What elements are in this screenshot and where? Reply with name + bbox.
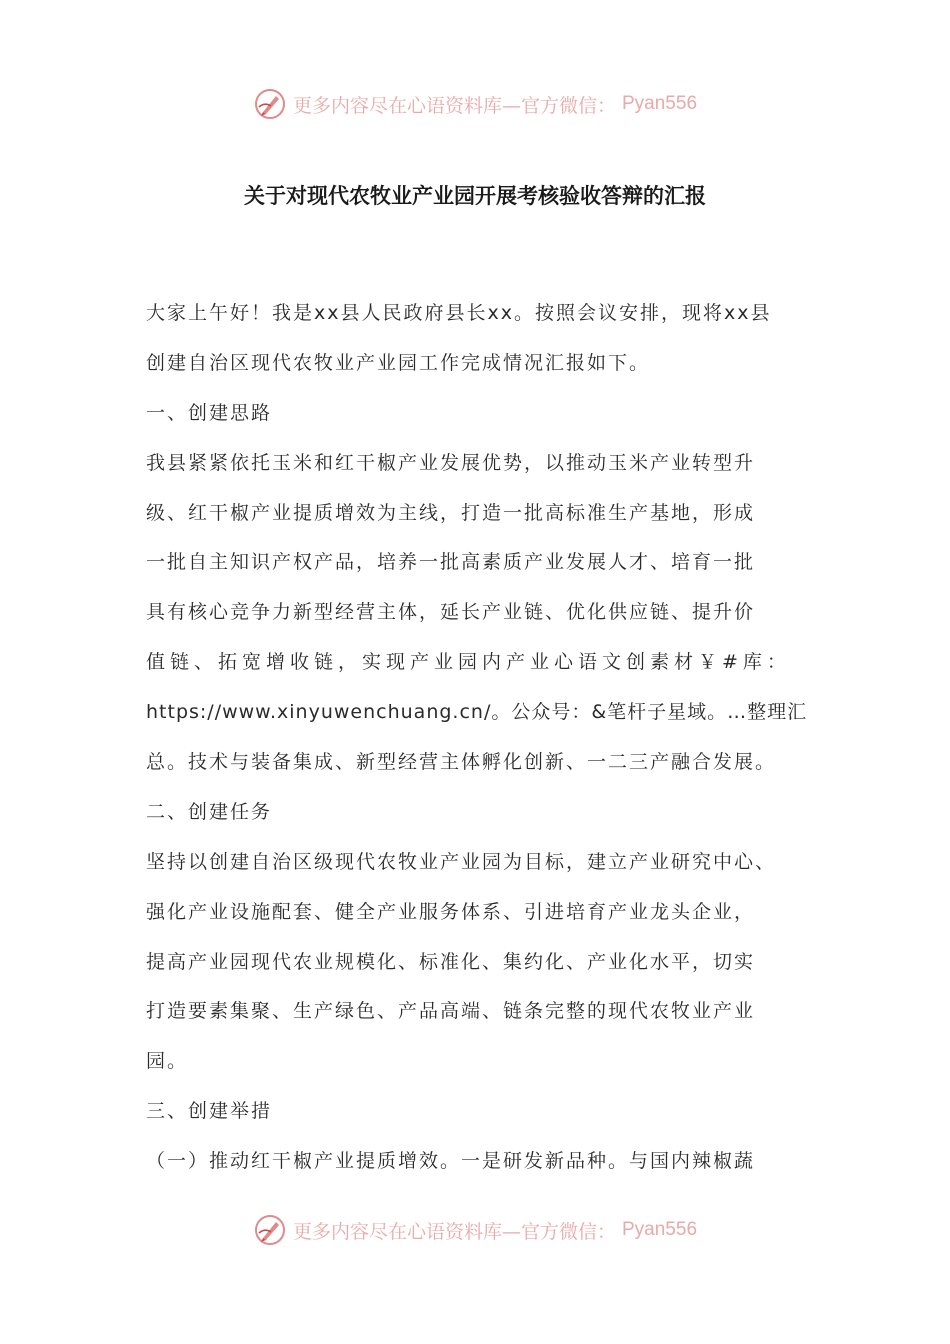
body-line: （一）推动红干椒产业提质增效。一是研发新品种。与国内辣椒蔬 [146,1150,756,1173]
watermark-footer [0,1210,950,1250]
document-body [146,289,826,1187]
body-line: 坚持以创建自治区级现代农牧业产业园为目标，建立产业研究中心、 [146,850,777,873]
body-line: 具有核心竞争力新型经营主体，延长产业链、优化供应链、提升价 [146,601,756,624]
body-line: 一批自主知识产权产品，培养一批高素质产业发展人才、培育一批 [146,551,756,574]
pen-logo-icon [253,1213,287,1247]
body-line: 大家上午好！我是xx县人民政府县长xx。按照会议安排，现将xx县 [146,302,772,324]
watermark-text: 更多内容尽在心语资料库—官方微信： [292,94,616,117]
pen-logo-icon [253,87,287,121]
section-heading: 三、创建举措 [146,1100,273,1123]
watermark-account: Pyan556 [622,1219,698,1240]
watermark-header [0,84,950,124]
body-line: 强化产业设施配套、健全产业服务体系、引进培育产业龙头企业， [146,900,756,923]
section-heading: 二、创建任务 [146,800,273,823]
body-line: 值链、拓宽增收链，实现产业园内产业心语文创素材￥#库： [146,651,791,674]
body-line-url: https://www.xinyuwenchuang.cn/。公众号：&笔杆子星域。…整理汇 [146,701,808,724]
document-title: 关于对现代农牧业产业园开展考核验收答辩的汇报 [244,184,706,208]
body-line: 园。 [146,1050,189,1073]
body-line: 总。技术与装备集成、新型经营主体孵化创新、一二三产融合发展。 [146,751,777,774]
watermark-text: 更多内容尽在心语资料库—官方微信： [292,1220,616,1243]
body-line: 我县紧紧依托玉米和红干椒产业发展优势，以推动玉米产业转型升 [146,451,756,474]
watermark-account: Pyan556 [622,93,698,114]
body-line: 创建自治区现代农牧业产业园工作完成情况汇报如下。 [146,351,651,374]
body-line: 级、红干椒产业提质增效为主线，打造一批高标准生产基地，形成 [146,501,756,524]
section-heading: 一、创建思路 [146,401,273,424]
body-line: 提高产业园现代农业规模化、标准化、集约化、产业化水平，切实 [146,950,756,973]
body-line: 打造要素集聚、生产绿色、产品高端、链条完整的现代农牧业产业 [146,1000,756,1023]
